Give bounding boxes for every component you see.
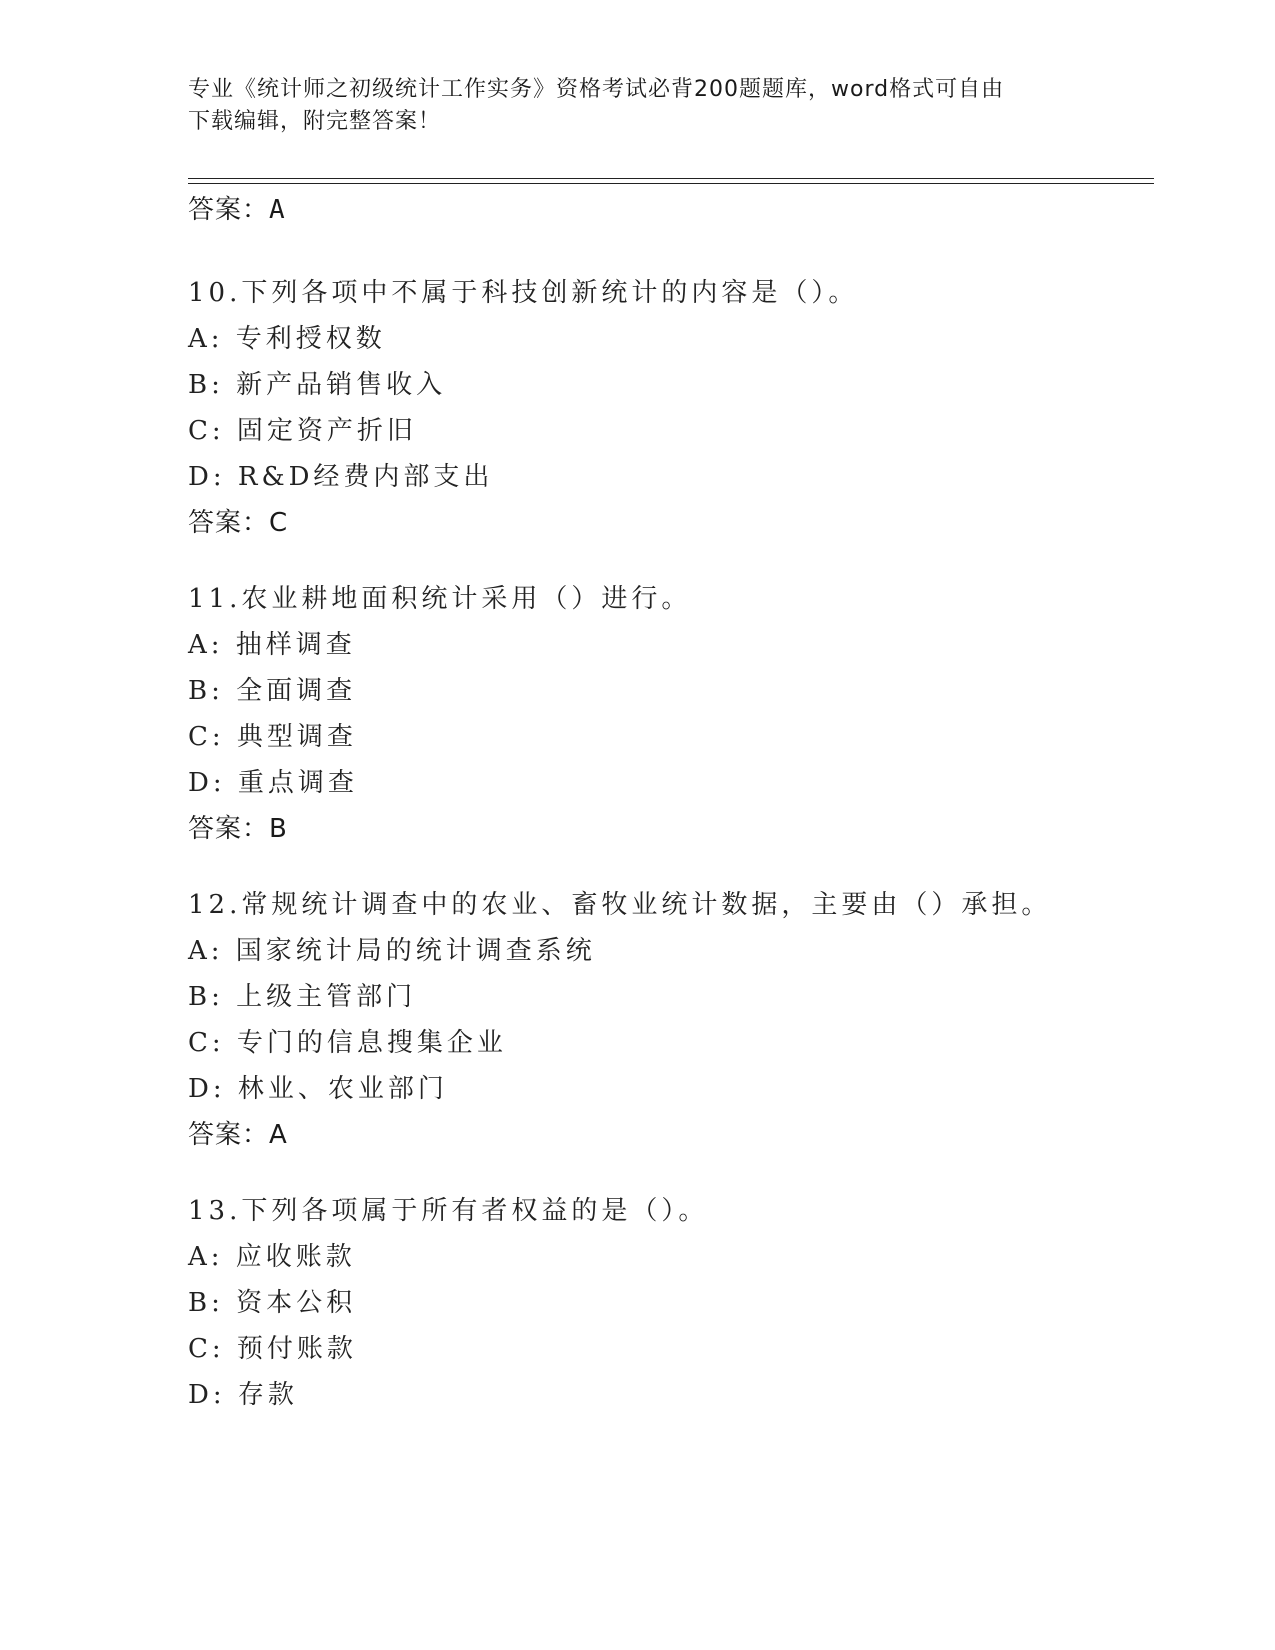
- question-stem: 10.下列各项中不属于科技创新统计的内容是（）。: [188, 278, 859, 308]
- option-a: A: 专利授权数: [188, 324, 386, 354]
- answer-label: 答案：: [188, 508, 270, 538]
- answer: [188, 500, 1168, 546]
- option-c: C: 固定资产折旧: [188, 416, 417, 446]
- option-a: A: 国家统计局的统计调查系统: [188, 936, 596, 966]
- question-10: [188, 270, 1168, 546]
- header-divider-top: [188, 178, 1154, 179]
- option-d: D: R&D经费内部支出: [188, 462, 494, 492]
- previous-answer: [188, 190, 285, 230]
- question-13: [188, 1188, 1168, 1418]
- option-c: C: 预付账款: [188, 1334, 357, 1364]
- answer: [188, 1112, 1168, 1158]
- option-c: C: 典型调查: [188, 722, 357, 752]
- header-line-1: 专业《统计师之初级统计工作实务》资格考试必背200题题库，word格式可自由: [188, 77, 1005, 102]
- header-line-2: 下载编辑，附完整答案！: [188, 109, 442, 134]
- question-11: [188, 576, 1168, 852]
- question-12: [188, 882, 1168, 1158]
- answer-label: 答案：: [188, 1120, 270, 1150]
- option-d: D: 重点调查: [188, 768, 358, 798]
- option-b: B: 资本公积: [188, 1288, 357, 1318]
- option-b: B: 上级主管部门: [188, 982, 417, 1012]
- answer-value: C: [269, 508, 289, 538]
- question-stem: 12.常规统计调查中的农业、畜牧业统计数据，主要由（）承担。: [188, 890, 1052, 920]
- question-stem: 13.下列各项属于所有者权益的是（）。: [188, 1196, 709, 1226]
- document-header: [188, 74, 1068, 138]
- answer-value: B: [269, 814, 288, 844]
- answer: [188, 806, 1168, 852]
- question-stem: 11.农业耕地面积统计采用（）进行。: [188, 584, 692, 614]
- header-divider-bottom: [188, 183, 1154, 184]
- option-b: B: 新产品销售收入: [188, 370, 447, 400]
- option-a: A: 抽样调查: [188, 630, 356, 660]
- option-d: D: 存款: [188, 1380, 298, 1410]
- answer-label: 答案：: [188, 195, 270, 225]
- answer-label: 答案：: [188, 814, 270, 844]
- answer-value: A: [269, 195, 285, 225]
- option-c: C: 专门的信息搜集企业: [188, 1028, 507, 1058]
- option-b: B: 全面调查: [188, 676, 357, 706]
- option-a: A: 应收账款: [188, 1242, 356, 1272]
- option-d: D: 林业、农业部门: [188, 1074, 448, 1104]
- answer-value: A: [269, 1120, 288, 1150]
